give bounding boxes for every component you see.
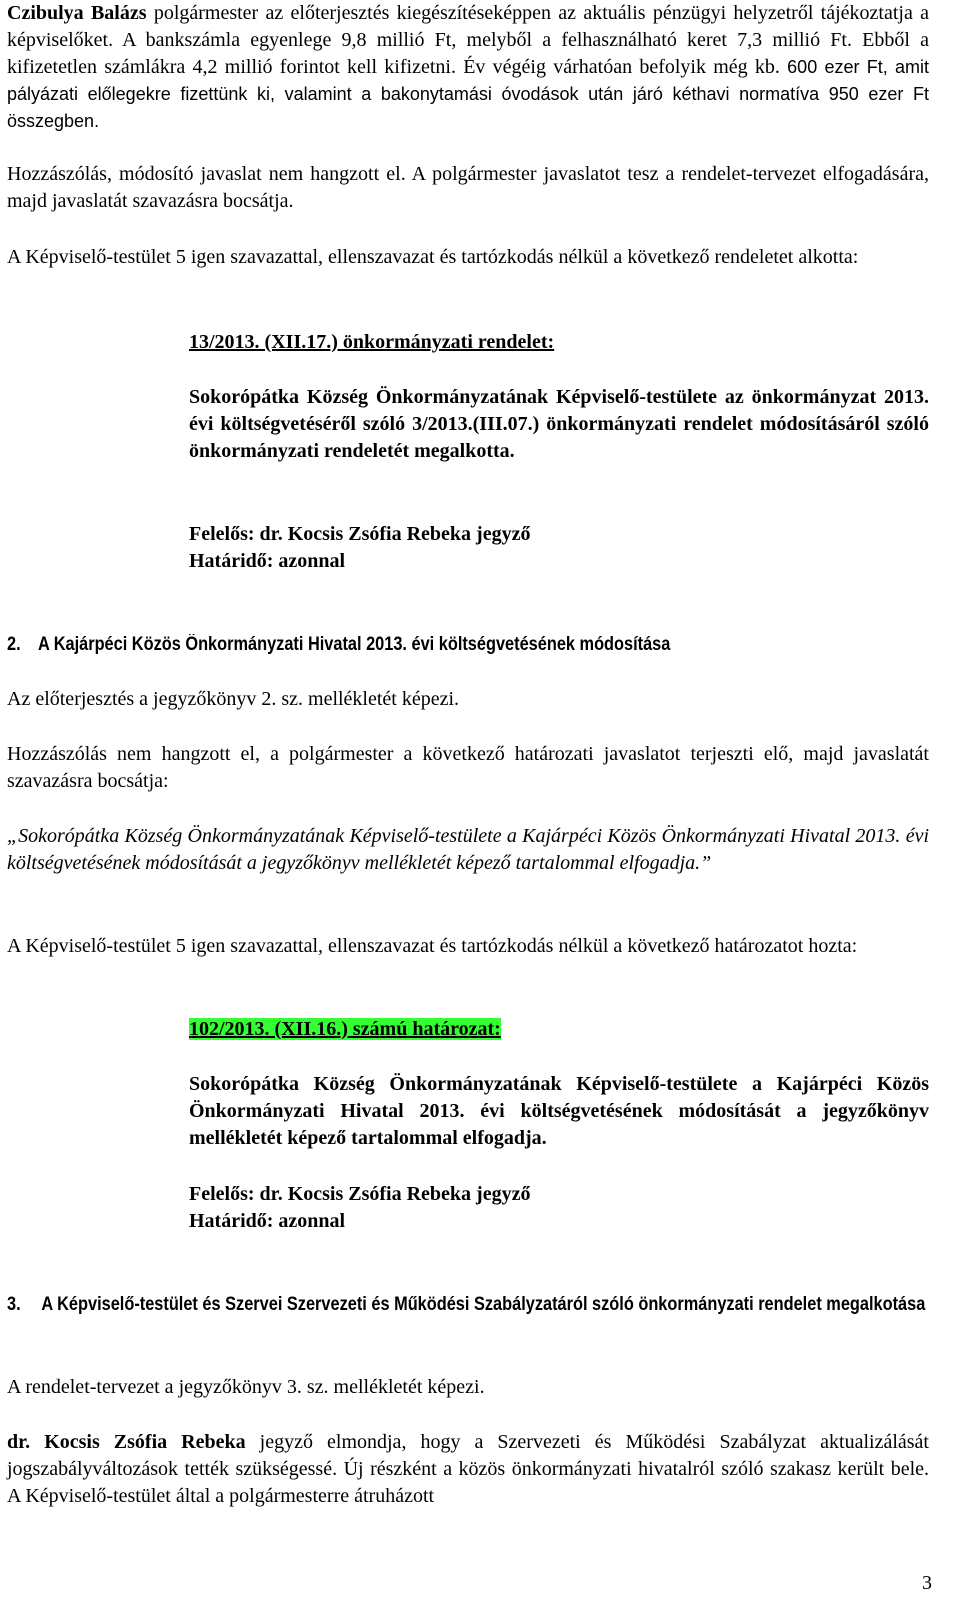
paragraph-vote-result-2: A Képviselő-testület 5 igen szavazattal, ellenszavazat és tartózkodás nélkül a következő határozatot hozta: bbox=[7, 935, 858, 957]
speaker-name: Czibulya Balázs bbox=[7, 2, 147, 24]
decree-deadline: Határidő: azonnal bbox=[189, 550, 346, 572]
paragraph-attachment-2: Az előterjesztés a jegyzőkönyv 2. sz. mellékletét képezi. bbox=[7, 688, 460, 710]
section-heading-3: 3. A Képviselő-testület és Szervei Szervezeti és Működési Szabályzatáról szóló önkormányzati rendelet megalkotása bbox=[7, 1294, 926, 1315]
resolution-text: Sokorópátka Község Önkormányzatának Képviselő-testülete a Kajárpéci Közös Önkormányzati Hivatal 2013. évi költségvetésének módosítását a jegyzőkönyv mellékletét képező tartalommal elfogadja. bbox=[189, 1073, 929, 1149]
page-number: 3 bbox=[922, 1572, 932, 1594]
decree-number: 13/2013. (XII.17.) önkormányzati rendelet: bbox=[189, 331, 555, 353]
paragraph-proposal: Hozzászólás nem hangzott el, a polgármester a következő határozati javaslatot terjeszti elő, majd javaslatát szavazásra bocsátja: bbox=[7, 743, 929, 792]
resolution-deadline: Határidő: azonnal bbox=[189, 1210, 346, 1232]
paragraph-no-comments: Hozzászólás, módosító javaslat nem hangzott el. A polgármester javaslatot tesz a rendelet-tervezet elfogadására, majd javaslatát szavazásra bocsátja. bbox=[7, 163, 929, 212]
paragraph-financial-status: Czibulya Balázs polgármester az előterjesztés kiegészítéseképpen az aktuális pénzügyi helyzetről tájékoztatja a képviselőket. A bankszámla egyenlege 9,8 millió Ft, melyből a felhasználható keret 7,3 millió Ft. Ebből a kifizetetlen számlákra 4,2 millió forintot kell kifizetni. Év végéig várhatóan befolyik még kb. 600 ezer Ft, amit pályázati előlegekre fizettünk ki, valamint a bakonytamási óvodások után járó kéthavi normatíva 950 ezer Ft összegben. bbox=[7, 2, 929, 131]
resolution-responsible: Felelős: dr. Kocsis Zsófia Rebeka jegyző bbox=[189, 1183, 531, 1205]
section-heading-2: 2. A Kajárpéci Közös Önkormányzati Hivatal 2013. évi költségvetésének módosítása bbox=[7, 634, 671, 655]
quoted-proposal: „Sokorópátka Község Önkormányzatának Képviselő-testülete a Kajárpéci Közös Önkormányzati Hivatal 2013. évi költségvetésének módosítását a jegyzőkönyv mellékletét képező tartalommal elfogadja.” bbox=[7, 825, 929, 874]
speaker-name: dr. Kocsis Zsófia Rebeka bbox=[7, 1431, 246, 1453]
paragraph-vote-result: A Képviselő-testület 5 igen szavazattal, ellenszavazat és tartózkodás nélkül a következő rendeletet alkotta: bbox=[7, 246, 859, 268]
decree-responsible: Felelős: dr. Kocsis Zsófia Rebeka jegyző bbox=[189, 523, 531, 545]
paragraph-notary-statement: dr. Kocsis Zsófia Rebeka jegyző elmondja, hogy a Szervezeti és Működési Szabályzat aktualizálását jogszabályváltozások tették szükségessé. Új részként a közös önkormányzati hivatalról szóló szakasz került bele. A Képviselő-testület által a polgármesterre átruházott bbox=[7, 1431, 929, 1507]
resolution-number: 102/2013. (XII.16.) számú határozat: bbox=[189, 1018, 501, 1040]
paragraph-attachment-3: A rendelet-tervezet a jegyzőkönyv 3. sz. mellékletét képezi. bbox=[7, 1376, 485, 1398]
decree-text: Sokorópátka Község Önkormányzatának Képviselő-testülete az önkormányzat 2013. évi költségvetéséről szóló 3/2013.(III.07.) önkormányzati rendelet módosításáról szóló önkormányzati rendeletét megalkotta. bbox=[189, 386, 929, 462]
